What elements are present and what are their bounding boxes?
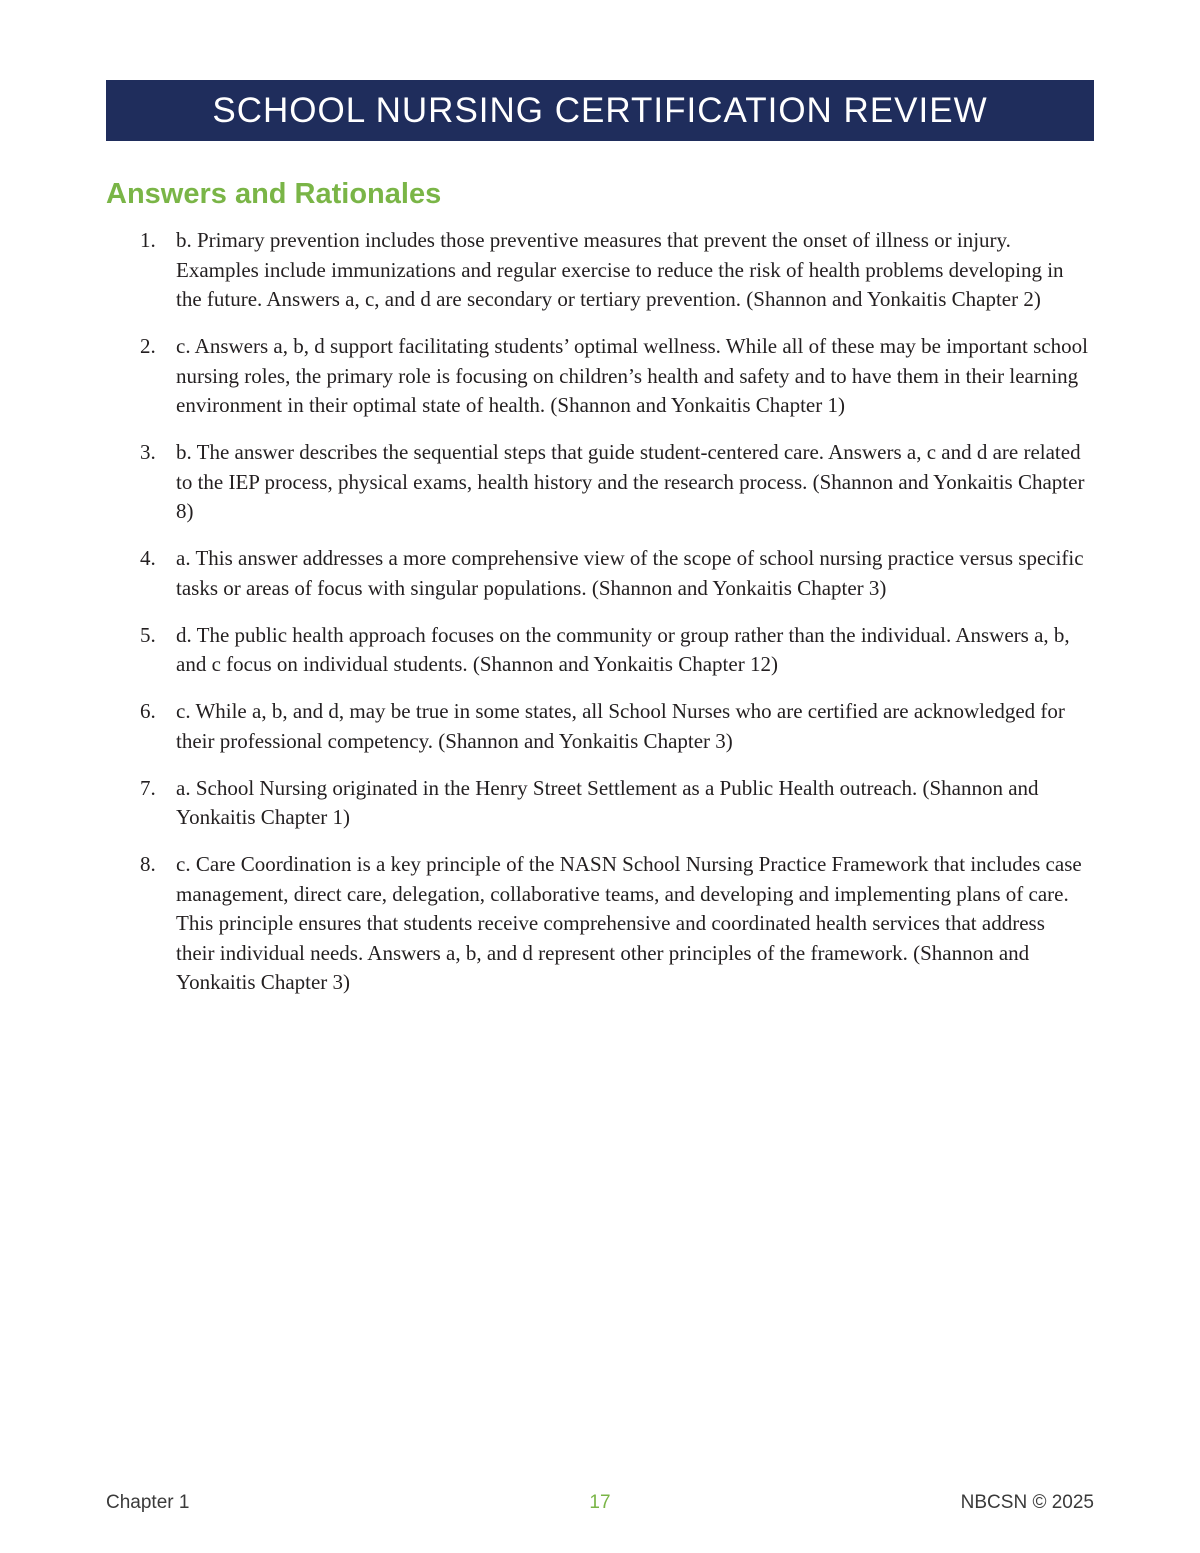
footer-copyright: NBCSN © 2025 — [960, 1492, 1094, 1513]
answer-text: b. The answer describes the sequential steps that guide student-centered care. Answers a, c and d are related to the IEP process, physical exams, health history and the research process. (Shannon and Yonkaitis Chapter 8) — [176, 440, 1085, 523]
answer-number: 1. — [140, 228, 156, 252]
header-banner — [106, 80, 1094, 141]
answer-item-4 — [140, 544, 1088, 603]
answer-item-5 — [140, 621, 1088, 680]
answer-number: 2. — [140, 334, 156, 358]
answer-item-8 — [140, 850, 1088, 998]
answer-number: 7. — [140, 775, 156, 800]
footer-page-number: 17 — [589, 1492, 611, 1513]
answer-item-1 — [140, 226, 1088, 315]
answer-text: a. School Nursing originated in the Henry Street Settlement as a Public Health outreach. (Shannon and Yonkaitis Chapter 1) — [176, 775, 1039, 829]
answers-list — [140, 226, 1088, 1015]
answer-text: c. Care Coordination is a key principle of the NASN School Nursing Practice Framework that includes case management, direct care, delegation, collaborative teams, and developing and implementing plans of care. This principle ensures that students receive comprehensive and coordinated health services that address their individual needs. Answers a, b, and d represent other principles of the framework. (Shannon and Yonkaitis Chapter 3) — [176, 852, 1082, 994]
answer-number: 3. — [140, 440, 156, 464]
answer-number: 6. — [140, 699, 156, 723]
answer-item-2 — [140, 332, 1088, 421]
answer-number: 8. — [140, 852, 156, 876]
answer-item-6 — [140, 697, 1088, 756]
answer-item-7 — [140, 774, 1088, 833]
answer-text: a. This answer addresses a more comprehensive view of the scope of school nursing practice versus specific tasks or areas of focus with singular populations. (Shannon and Yonkaitis Chapter 3) — [176, 546, 1084, 600]
answer-item-3 — [140, 438, 1088, 527]
answer-text: c. Answers a, b, d support facilitating students’ optimal wellness. While all of these may be important school nursing roles, the primary role is focusing on children’s health and safety and to have them in their learning environment in their optimal state of health. (Shannon and Yonkaitis Chapter 1) — [176, 334, 1088, 417]
answer-number: 5. — [140, 622, 156, 647]
document-title: SCHOOL NURSING CERTIFICATION REVIEW — [212, 90, 988, 130]
answer-text: d. The public health approach focuses on the community or group rather than the individual. Answers a, b, and c focus on individual students. (Shannon and Yonkaitis Chapter 12) — [176, 622, 1070, 676]
answer-text: b. Primary prevention includes those preventive measures that prevent the onset of illness or injury. Examples include immunizations and regular exercise to reduce the risk of health problems developing in the future. Answers a, c, and d are secondary or tertiary prevention. (Shannon and Yonkaitis Chapter 2) — [176, 228, 1064, 311]
answer-text: c. While a, b, and d, may be true in some states, all School Nurses who are certified are acknowledged for their professional competency. (Shannon and Yonkaitis Chapter 3) — [176, 699, 1065, 753]
footer-chapter: Chapter 1 — [106, 1492, 190, 1513]
section-title: Answers and Rationales — [106, 178, 442, 210]
answer-number: 4. — [140, 546, 156, 570]
